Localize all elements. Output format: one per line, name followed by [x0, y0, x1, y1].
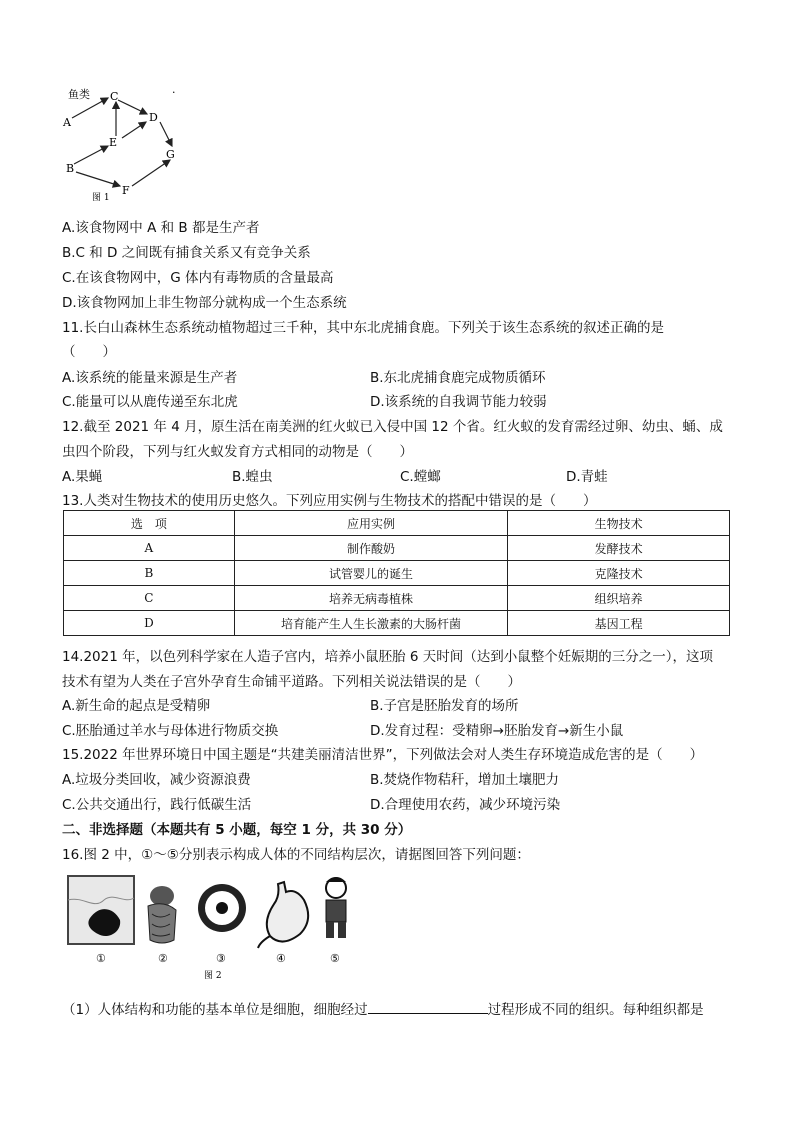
q10-option-b: B.C 和 D 之间既有捕食关系又有竞争关系 — [62, 245, 311, 261]
table-row — [64, 561, 730, 586]
q16-sub1-text-b: 过程形成不同的组织。每种组织都是 — [487, 1002, 704, 1018]
tissue-image — [68, 876, 134, 944]
table-header-cell: 选 项 — [64, 511, 235, 536]
fig1-node-b: B — [66, 162, 75, 175]
fig2-label-1: ① — [96, 952, 106, 965]
q14-option-b: B.子宫是胚胎发育的场所 — [370, 698, 519, 714]
fig2-caption: 图 2 — [204, 971, 222, 981]
table-row — [64, 536, 730, 561]
table-header-cell: 生物技术 — [508, 511, 730, 536]
q12-option-c: C.螳螂 — [400, 469, 441, 485]
fig1-caption: 图 1 — [92, 193, 110, 203]
digestive-system-image — [148, 886, 176, 943]
table-cell: A — [64, 536, 235, 561]
fig1-node-d: D — [149, 111, 158, 124]
table-cell: C — [64, 586, 235, 611]
table-header-row — [64, 511, 730, 536]
q12-stem: 12.截至 2021 年 4 月，原生活在南美洲的红火蚁已入侵中国 12 个省。红火蚁的发育需经过卵、幼虫、蛹、成 — [62, 419, 723, 435]
table-header-cell: 应用实例 — [234, 511, 508, 536]
fig2-label-2: ② — [158, 952, 168, 965]
fig2-label-3: ③ — [216, 952, 226, 965]
q12-option-b: B.蝗虫 — [232, 469, 273, 485]
fig2-label-5: ⑤ — [330, 952, 340, 965]
q12-option-d: D.青蛙 — [566, 469, 608, 485]
table-cell: D — [64, 611, 235, 636]
q16-sub1 — [62, 998, 704, 1018]
q14-stem-cont: 技术有望为人类在子宫外孕育生命铺平道路。下列相关说法错误的是（ ） — [62, 674, 521, 690]
q11-stem: 11.长白山森林生态系统动植物超过三千种，其中东北虎捕食鹿。下列关于该生态系统的叙述正确的是 — [62, 320, 664, 336]
fig1-node-a: A — [63, 116, 71, 129]
q13-stem: 13.人类对生物技术的使用历史悠久。下列应用实例与生物技术的搭配中错误的是（ ） — [62, 493, 597, 509]
q14-option-d: D.发育过程：受精卵→胚胎发育→新生小鼠 — [370, 723, 624, 739]
table-cell: 制作酸奶 — [234, 536, 508, 561]
q10-option-d: D.该食物网加上非生物部分就构成一个生态系统 — [62, 295, 347, 311]
q15-option-a: A.垃圾分类回收，减少资源浪费 — [62, 772, 251, 788]
body-structure-figure — [64, 870, 364, 985]
q15-option-c: C.公共交通出行，践行低碳生活 — [62, 797, 252, 813]
food-web-diagram — [60, 84, 190, 204]
table-cell: 发酵技术 — [508, 536, 730, 561]
q11-option-c: C.能量可以从鹿传递至东北虎 — [62, 394, 238, 410]
fig1-node-e: E — [109, 136, 118, 149]
table-row — [64, 586, 730, 611]
table-cell: B — [64, 561, 235, 586]
q12-option-a: A.果蝇 — [62, 469, 103, 485]
stomach-image — [258, 882, 308, 948]
fig1-node-c: C — [110, 90, 119, 103]
cell-image — [198, 884, 246, 932]
table-cell: 培育能产生人生长激素的大肠杆菌 — [234, 611, 508, 636]
q11-option-d: D.该系统的自我调节能力较弱 — [370, 394, 547, 410]
table-cell: 克隆技术 — [508, 561, 730, 586]
q14-option-a: A.新生命的起点是受精卵 — [62, 698, 211, 714]
q14-stem: 14.2021 年，以色列科学家在人造子宫内，培养小鼠胚胎 6 天时间（达到小鼠整个妊娠期的三分之一），这项 — [62, 649, 714, 665]
answer-blank[interactable] — [368, 1000, 488, 1014]
q15-stem: 15.2022 年世界环境日中国主题是“共建美丽清洁世界”，下列做法会对人类生存环境造成危害的是（ ） — [62, 747, 704, 763]
table-cell: 基因工程 — [508, 611, 730, 636]
table-cell: 试管婴儿的诞生 — [234, 561, 508, 586]
q15-option-b: B.焚烧作物秸秆，增加土壤肥力 — [370, 772, 560, 788]
q14-option-c: C.胚胎通过羊水与母体进行物质交换 — [62, 723, 279, 739]
fig1-node-fish: 鱼类 — [68, 88, 90, 101]
q12-stem-cont: 虫四个阶段，下列与红火蚁发育方式相同的动物是（ ） — [62, 444, 413, 460]
person-image — [326, 877, 346, 938]
fig1-node-f: F — [122, 184, 130, 197]
q10-option-c: C.在该食物网中，G 体内有毒物质的含量最高 — [62, 270, 334, 286]
q11-stem-cont: （ ） — [62, 344, 116, 360]
q16-sub1-text-a: （1）人体结构和功能的基本单位是细胞，细胞经过 — [62, 1002, 368, 1018]
fig1-node-g: G — [166, 148, 175, 161]
fig2-label-4: ④ — [276, 952, 286, 965]
table-cell: 培养无病毒植株 — [234, 586, 508, 611]
section-2-heading: 二、非选择题（本题共有 5 小题，每空 1 分，共 30 分） — [62, 822, 412, 838]
q15-option-d: D.合理使用农药，减少环境污染 — [370, 797, 561, 813]
table-row — [64, 611, 730, 636]
table-cell: 组织培养 — [508, 586, 730, 611]
q16-stem: 16.图 2 中，①～⑤分别表示构成人体的不同结构层次，请据图回答下列问题： — [62, 847, 530, 863]
q10-option-a: A.该食物网中 A 和 B 都是生产者 — [62, 220, 260, 236]
q11-option-a: A.该系统的能量来源是生产者 — [62, 370, 238, 386]
fig1-dot: · — [172, 86, 176, 99]
q13-table — [63, 510, 730, 636]
q11-option-b: B.东北虎捕食鹿完成物质循环 — [370, 370, 546, 386]
